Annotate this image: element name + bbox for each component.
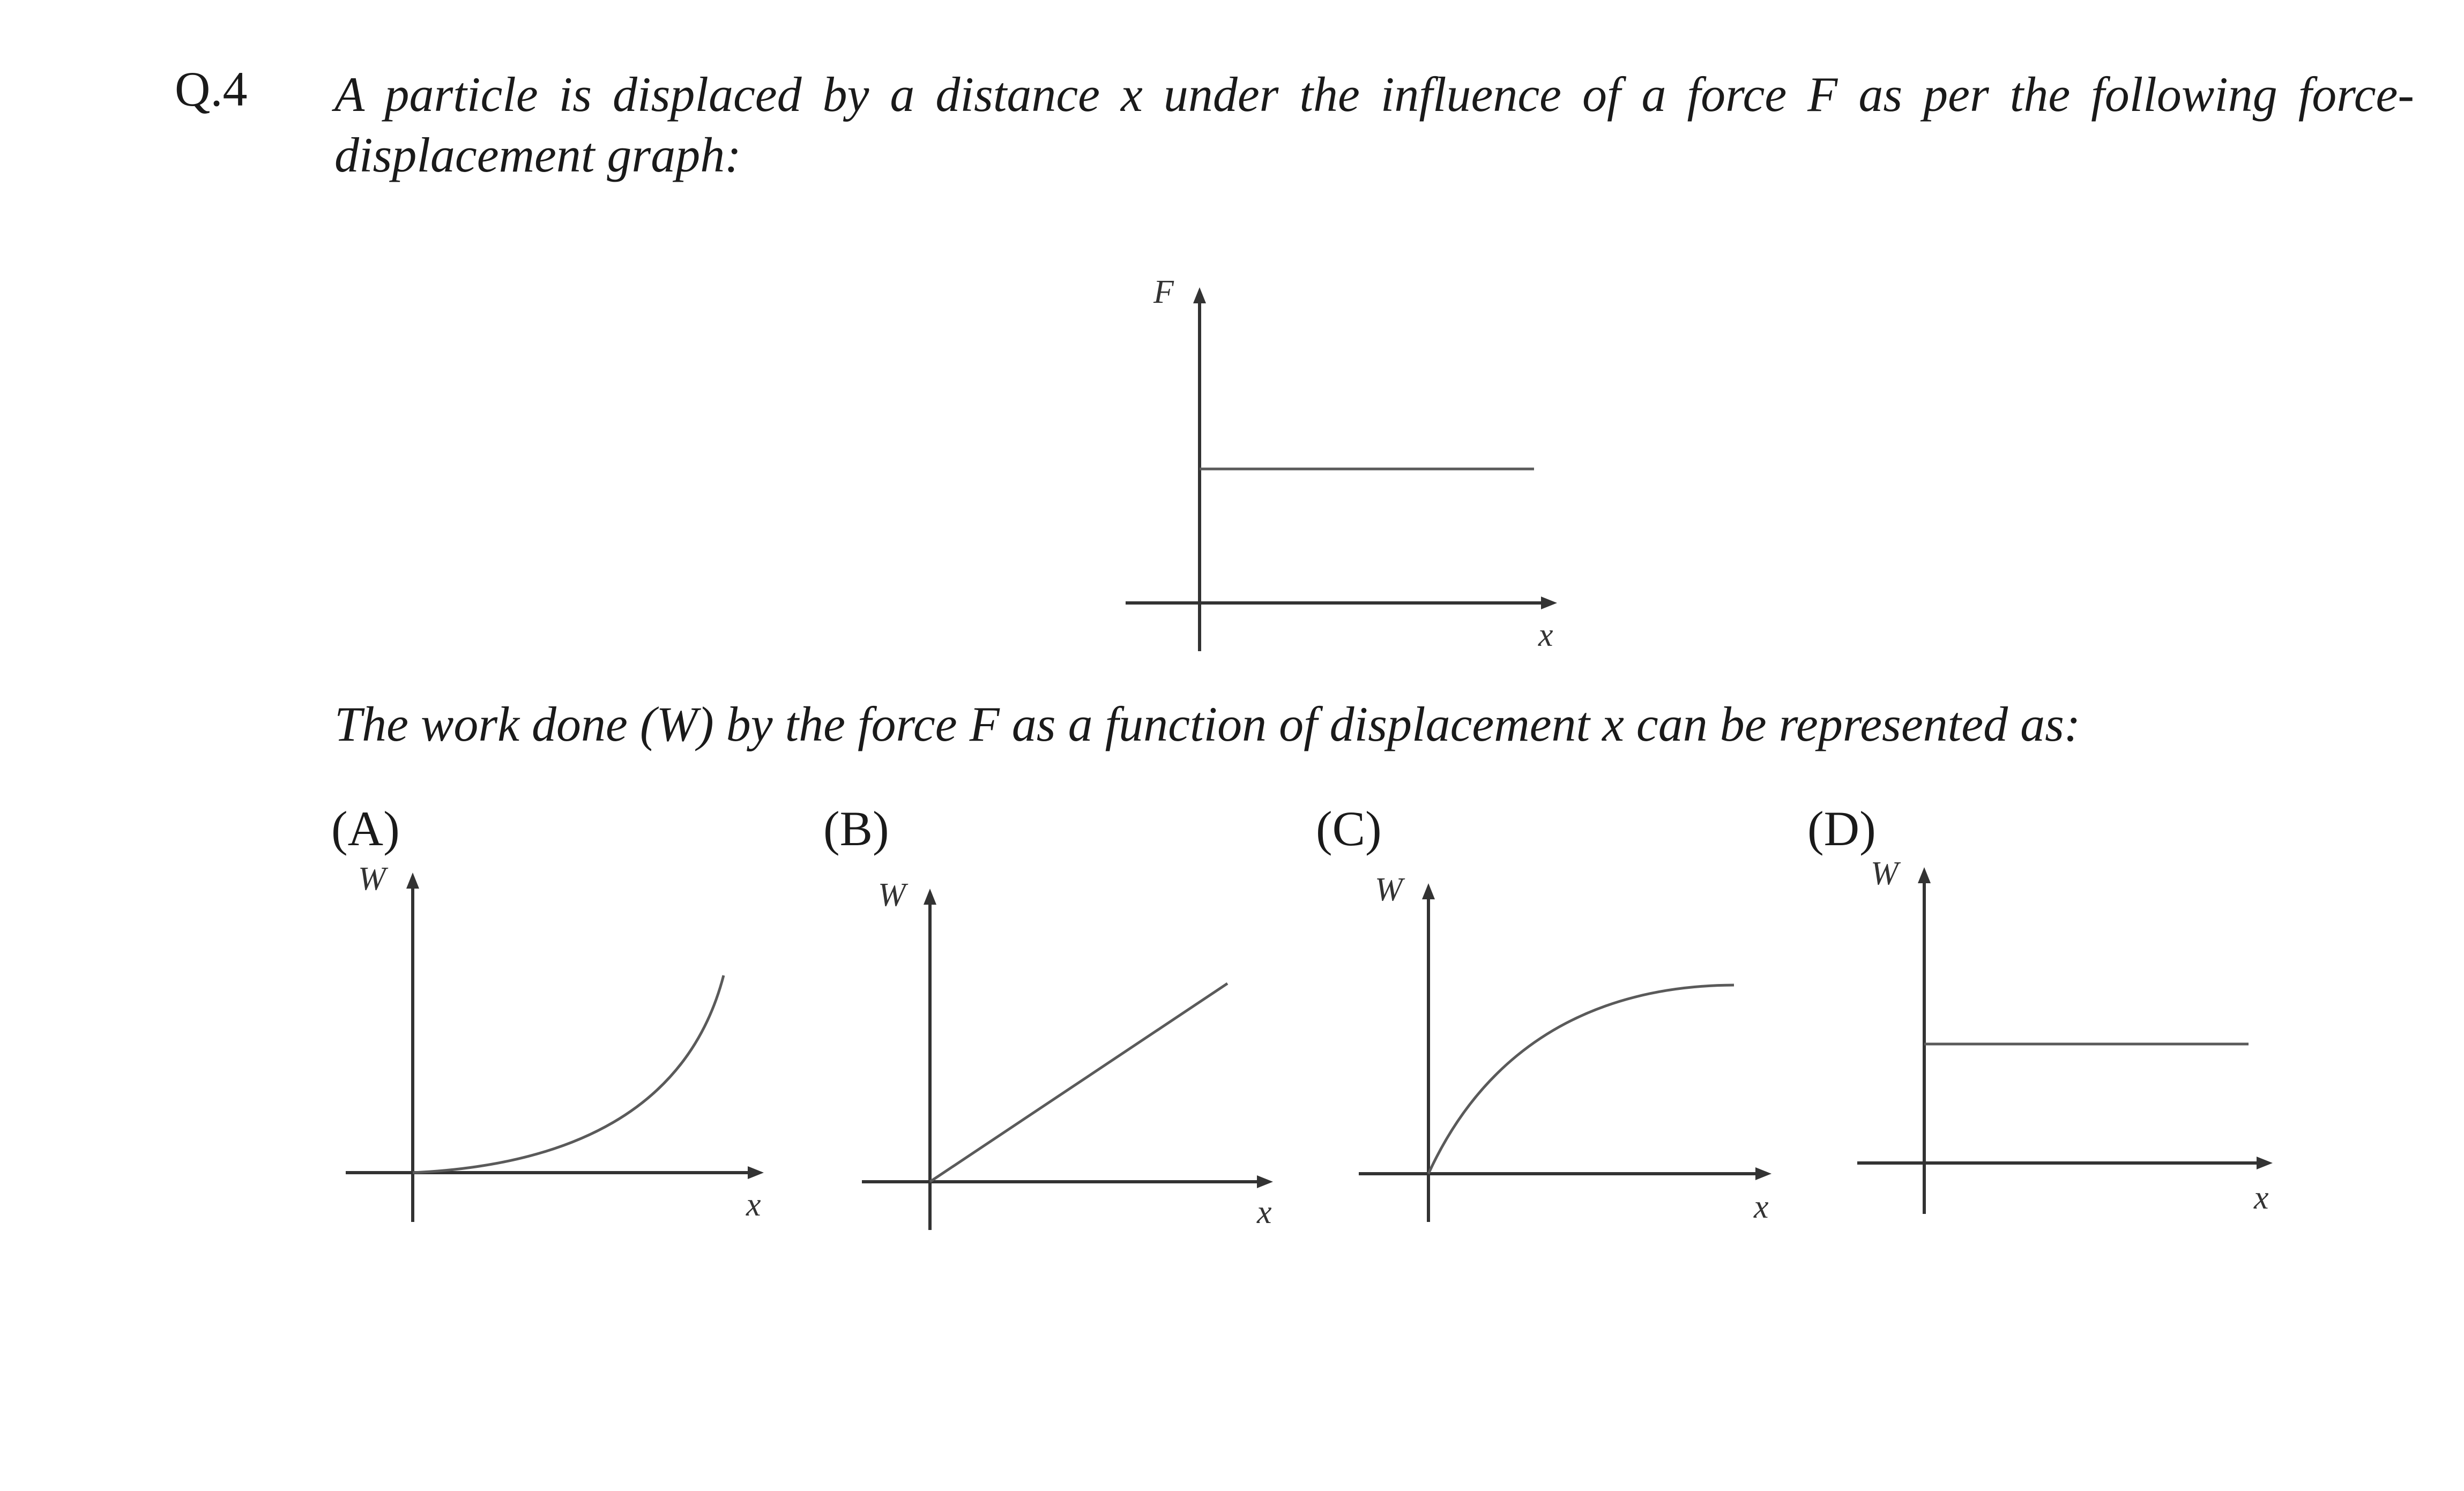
option-b-label[interactable]: (B)	[823, 801, 889, 856]
option-b-x-axis-label: x	[1257, 1194, 1272, 1231]
option-d-x-arrow	[2257, 1157, 2273, 1169]
option-d-graph[interactable]	[1857, 855, 2273, 1216]
option-b-x-arrow	[1257, 1175, 1273, 1188]
option-b-line	[930, 983, 1227, 1182]
option-d-x-axis-label: x	[2254, 1180, 2269, 1216]
option-c-y-arrow	[1422, 883, 1435, 899]
main-y-arrow	[1193, 287, 1206, 303]
question-text: A particle is displaced by a distance x under the influence of a force F as per the following force-displacement graph:	[334, 67, 2414, 182]
option-c-graph[interactable]	[1359, 871, 1771, 1225]
option-a-curve	[413, 975, 724, 1173]
question-subtext: The work done (W) by the force F as a function of displacement x can be represented as:	[334, 697, 2081, 751]
option-b-graph[interactable]	[862, 877, 1273, 1231]
option-d-label[interactable]: (D)	[1807, 801, 1876, 856]
option-a-graph[interactable]	[346, 861, 764, 1223]
option-b-y-axis-label: W	[878, 877, 906, 913]
main-x-arrow	[1541, 597, 1557, 609]
option-a-x-axis-label: x	[746, 1187, 761, 1223]
option-a-label[interactable]: (A)	[331, 801, 400, 856]
option-c-x-arrow	[1755, 1167, 1771, 1180]
question-number: Q.4	[175, 62, 248, 116]
option-c-y-axis-label: W	[1375, 871, 1403, 908]
option-d-y-axis-label: W	[1871, 855, 1899, 892]
main-y-axis-label: F	[1153, 274, 1174, 310]
option-c-curve	[1428, 985, 1734, 1174]
option-c-label[interactable]: (C)	[1316, 801, 1382, 856]
option-b-y-arrow	[924, 889, 936, 905]
option-a-y-arrow	[406, 873, 419, 889]
force-displacement-graph	[1126, 274, 1557, 653]
option-a-y-axis-label: W	[358, 861, 386, 897]
option-c-x-axis-label: x	[1754, 1189, 1769, 1225]
option-a-x-arrow	[748, 1166, 764, 1179]
main-x-axis-label: x	[1538, 617, 1553, 653]
option-d-y-arrow	[1918, 867, 1931, 883]
